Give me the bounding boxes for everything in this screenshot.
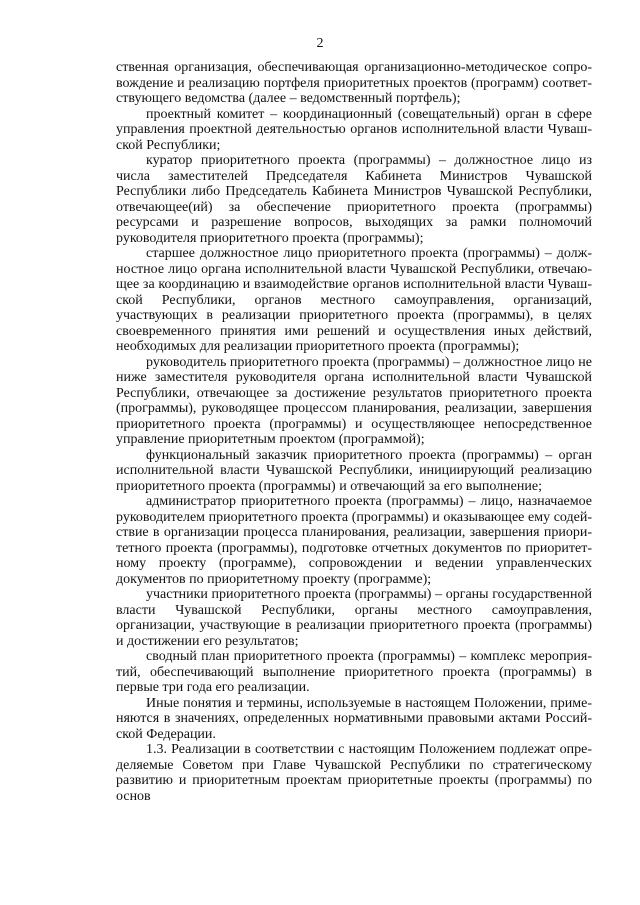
paragraph-section-1-3: 1.3. Реализации в соответствии с настоящим Положением подлежат определяемые Советом при Главе Чувашской Республики по стратегическому развитию и приоритетным проектам приоритетные проекты (программы) по основ — [116, 742, 592, 804]
paragraph-project-leader: руководитель приоритетного проекта (программы) – должностное лицо не ниже заместителя руководителя органа исполнительной власти Чувашской Республики, отвечающее за достижение результатов приоритетного проекта (программы), руководящее процессом планирования, реализации, завершения приоритетного проекта (программы) и осуществляющее непосредственное управление приоритетным проектом (программой); — [116, 354, 592, 447]
paragraph-participants: участники приоритетного проекта (программы) – органы государственной власти Чувашской Республики, органы местного самоуправления, организации, участвующие в реализации приоритетного проекта (программы) и достижении его результатов; — [116, 587, 592, 649]
paragraph-curator: куратор приоритетного проекта (программы) – должностное лицо из числа заместителей Председателя Кабинета Министров Чувашской Республики либо Председатель Кабинета Министров Чувашской Республики, отвечающее(ий) за обеспечение приоритетного проекта (программы) ресурсами и разрешение вопросов, выходящих за рамки полномочий руководителя приоритетного проекта (программы); — [116, 153, 592, 246]
paragraph-senior-official: старшее должностное лицо приоритетного проекта (программы) – должностное лицо органа исполнительной власти Чувашской Республики, отвечающее за координацию и взаимодействие органов исполнительной власти Чувашской Республики, органов местного самоуправления, организаций, участвующих в реализации приоритетного проекта (программы), в целях своевременного принятия ими решений и осуществления иных действий, необходимых для реализации приоритетного проекта (программы); — [116, 246, 592, 354]
paragraph-other-terms: Иные понятия и термины, используемые в настоящем Положении, применяются в значениях, определенных нормативными правовыми актами Российской Федерации. — [116, 695, 592, 742]
page-number: 2 — [316, 36, 324, 51]
paragraph-project-committee: проектный комитет – координационный (совещательный) орган в сфере управления проектной деятельностью органов исполнительной власти Чувашской Республики; — [116, 106, 592, 153]
paragraph-functional-customer: функциональный заказчик приоритетного проекта (программы) – орган исполнительной власти Чувашской Республики, инициирующий реализацию приоритетного проекта (программы) и отвечающий за его выполнение; — [116, 447, 592, 494]
document-body — [116, 60, 592, 804]
paragraph-summary-plan: сводный план приоритетного проекта (программы) – комплекс мероприятий, обеспечивающий выполнение приоритетного проекта (программы) в первые три года его реализации. — [116, 649, 592, 695]
paragraph-administrator: администратор приоритетного проекта (программы) – лицо, назначаемое руководителем приоритетного проекта (программы) и оказывающее ему содействие в организации процесса планирования, реализации, завершения приоритетного проекта (программы), подготовке отчетных документов по приоритетному проекту (программе), сопровождении и ведении управленческих документов по приоритетному проекту (программе); — [116, 494, 592, 587]
paragraph-continuation: ственная организация, обеспечивающая организационно-методическое сопровождение и реализацию портфеля приоритетных проектов (программ) соответствующего ведомства (далее – ведомственный портфель); — [116, 60, 592, 106]
